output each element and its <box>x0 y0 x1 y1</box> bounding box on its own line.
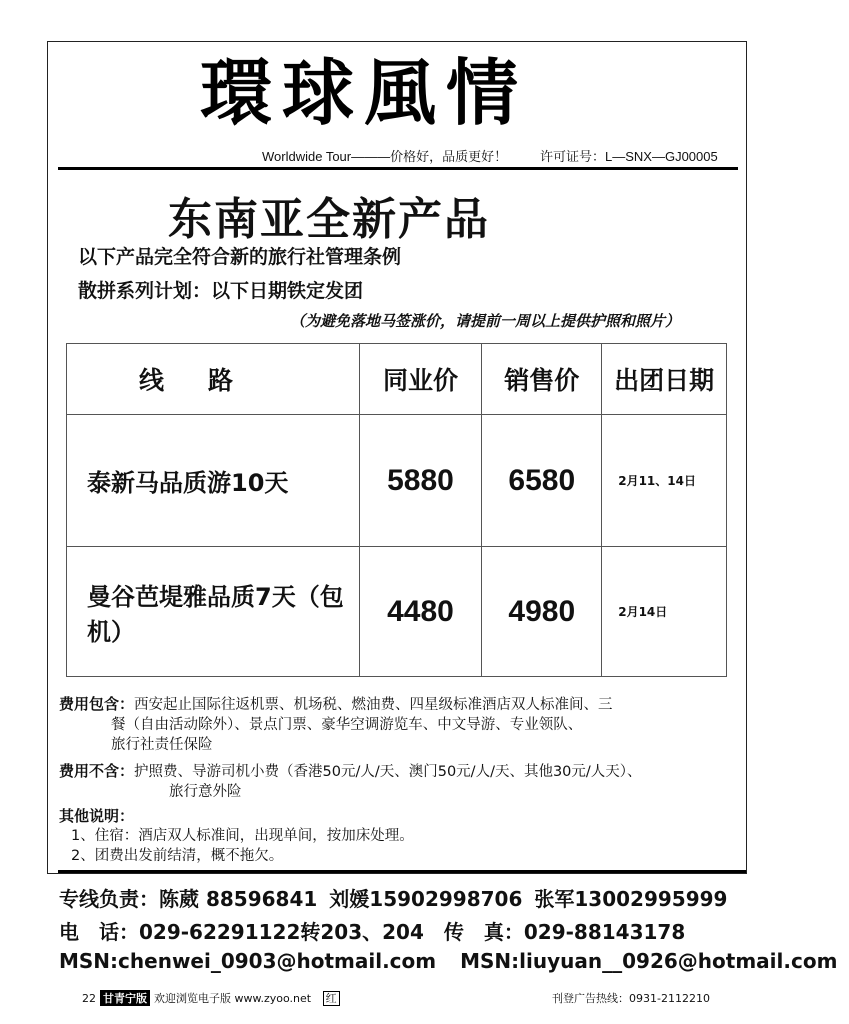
cost-excluded <box>59 761 739 782</box>
table-row <box>67 547 727 677</box>
license-number: 许可证号：L—SNX—GJ00005 <box>540 149 718 164</box>
excluded-line-1: 护照费、导游司机小费（香港50元/人/天、澳门50元/人/天、其他30元/人天）、 <box>134 764 642 780</box>
contact-divider <box>58 870 746 873</box>
excluded-label: 费用不含： <box>59 762 135 780</box>
cost-details <box>59 694 739 866</box>
tagline: Worldwide Tour———价格好，品质更好！ <box>262 149 508 164</box>
header-trade-price: 同业价 <box>359 344 482 415</box>
lead-contact-2: 刘媛15902998706 <box>329 887 523 911</box>
lead-contact-1: 陈葳 88596841 <box>159 887 318 911</box>
other-item-2: 2、团费出发前结清，概不拖欠。 <box>71 848 284 864</box>
included-line-2: 餐（自由活动除外）、景点门票、豪华空调游览车、中文导游、专业领队、 <box>111 717 583 733</box>
lead-label: 专线负责： <box>59 887 159 911</box>
subtitle-regulation: 以下产品完全符合新的旅行社管理条例 <box>78 246 402 268</box>
edition-badge: 甘青宁版 <box>100 990 150 1006</box>
contact-msn <box>59 949 849 973</box>
included-line-3: 旅行社责任保险 <box>111 737 213 753</box>
route-name: 泰新马品质游10天 <box>67 415 360 547</box>
retail-price: 4980 <box>482 547 602 677</box>
brand-logo: 環球風情 <box>200 50 529 135</box>
price-table <box>66 343 727 677</box>
header-route: 线路 <box>67 344 360 415</box>
color-tag: 红 <box>323 991 340 1006</box>
ad-hotline: 刊登广告热线：0931-2112210 <box>552 992 710 1005</box>
headline: 东南亚全新产品 <box>168 194 490 245</box>
msn-1: MSN:chenwei_0903@hotmail.com <box>59 949 437 973</box>
cost-included <box>59 694 739 715</box>
retail-price: 6580 <box>482 415 602 547</box>
lead-contact-3: 张军13002995999 <box>534 887 728 911</box>
trade-price: 4480 <box>359 547 482 677</box>
other-item-1: 1、住宿：酒店双人标准间，出现单间，按加床处理。 <box>71 828 414 844</box>
subtitle-schedule: 散拼系列计划：以下日期铁定发团 <box>78 280 364 302</box>
departure-date: 2月14日 <box>602 547 727 677</box>
phone-number: 029-62291122转203、204 <box>139 920 424 944</box>
table-header-row <box>67 344 727 415</box>
route-name: 曼谷芭堤雅品质7天（包机） <box>67 547 360 677</box>
phone-label: 电 话： <box>59 920 139 944</box>
page-number: 22 <box>82 992 96 1005</box>
table-row <box>67 415 727 547</box>
header-departure-date: 出团日期 <box>602 344 727 415</box>
header-retail-price: 销售价 <box>482 344 602 415</box>
fax-number: 029-88143178 <box>523 920 686 944</box>
excluded-line-2: 旅行意外险 <box>169 784 242 800</box>
other-label: 其他说明： <box>59 807 135 825</box>
contact-phone-fax <box>59 916 697 945</box>
included-line-1: 西安起止国际往返机票、机场税、燃油费、四星级标准酒店双人标准间、三 <box>134 697 613 713</box>
visa-note: （为避免落地马签涨价，请提前一周以上提供护照和照片） <box>290 312 681 330</box>
page-footer <box>82 990 340 1006</box>
browse-link: 欢迎浏览电子版 www.zyoo.net <box>154 992 312 1005</box>
trade-price: 5880 <box>359 415 482 547</box>
fax-label: 传 真： <box>443 920 524 944</box>
included-label: 费用包含： <box>59 695 135 713</box>
msn-2: MSN:liuyuan__0926@hotmail.com <box>460 949 838 973</box>
top-divider <box>58 167 738 170</box>
contact-leads <box>59 883 739 912</box>
departure-date: 2月11、14日 <box>602 415 727 547</box>
